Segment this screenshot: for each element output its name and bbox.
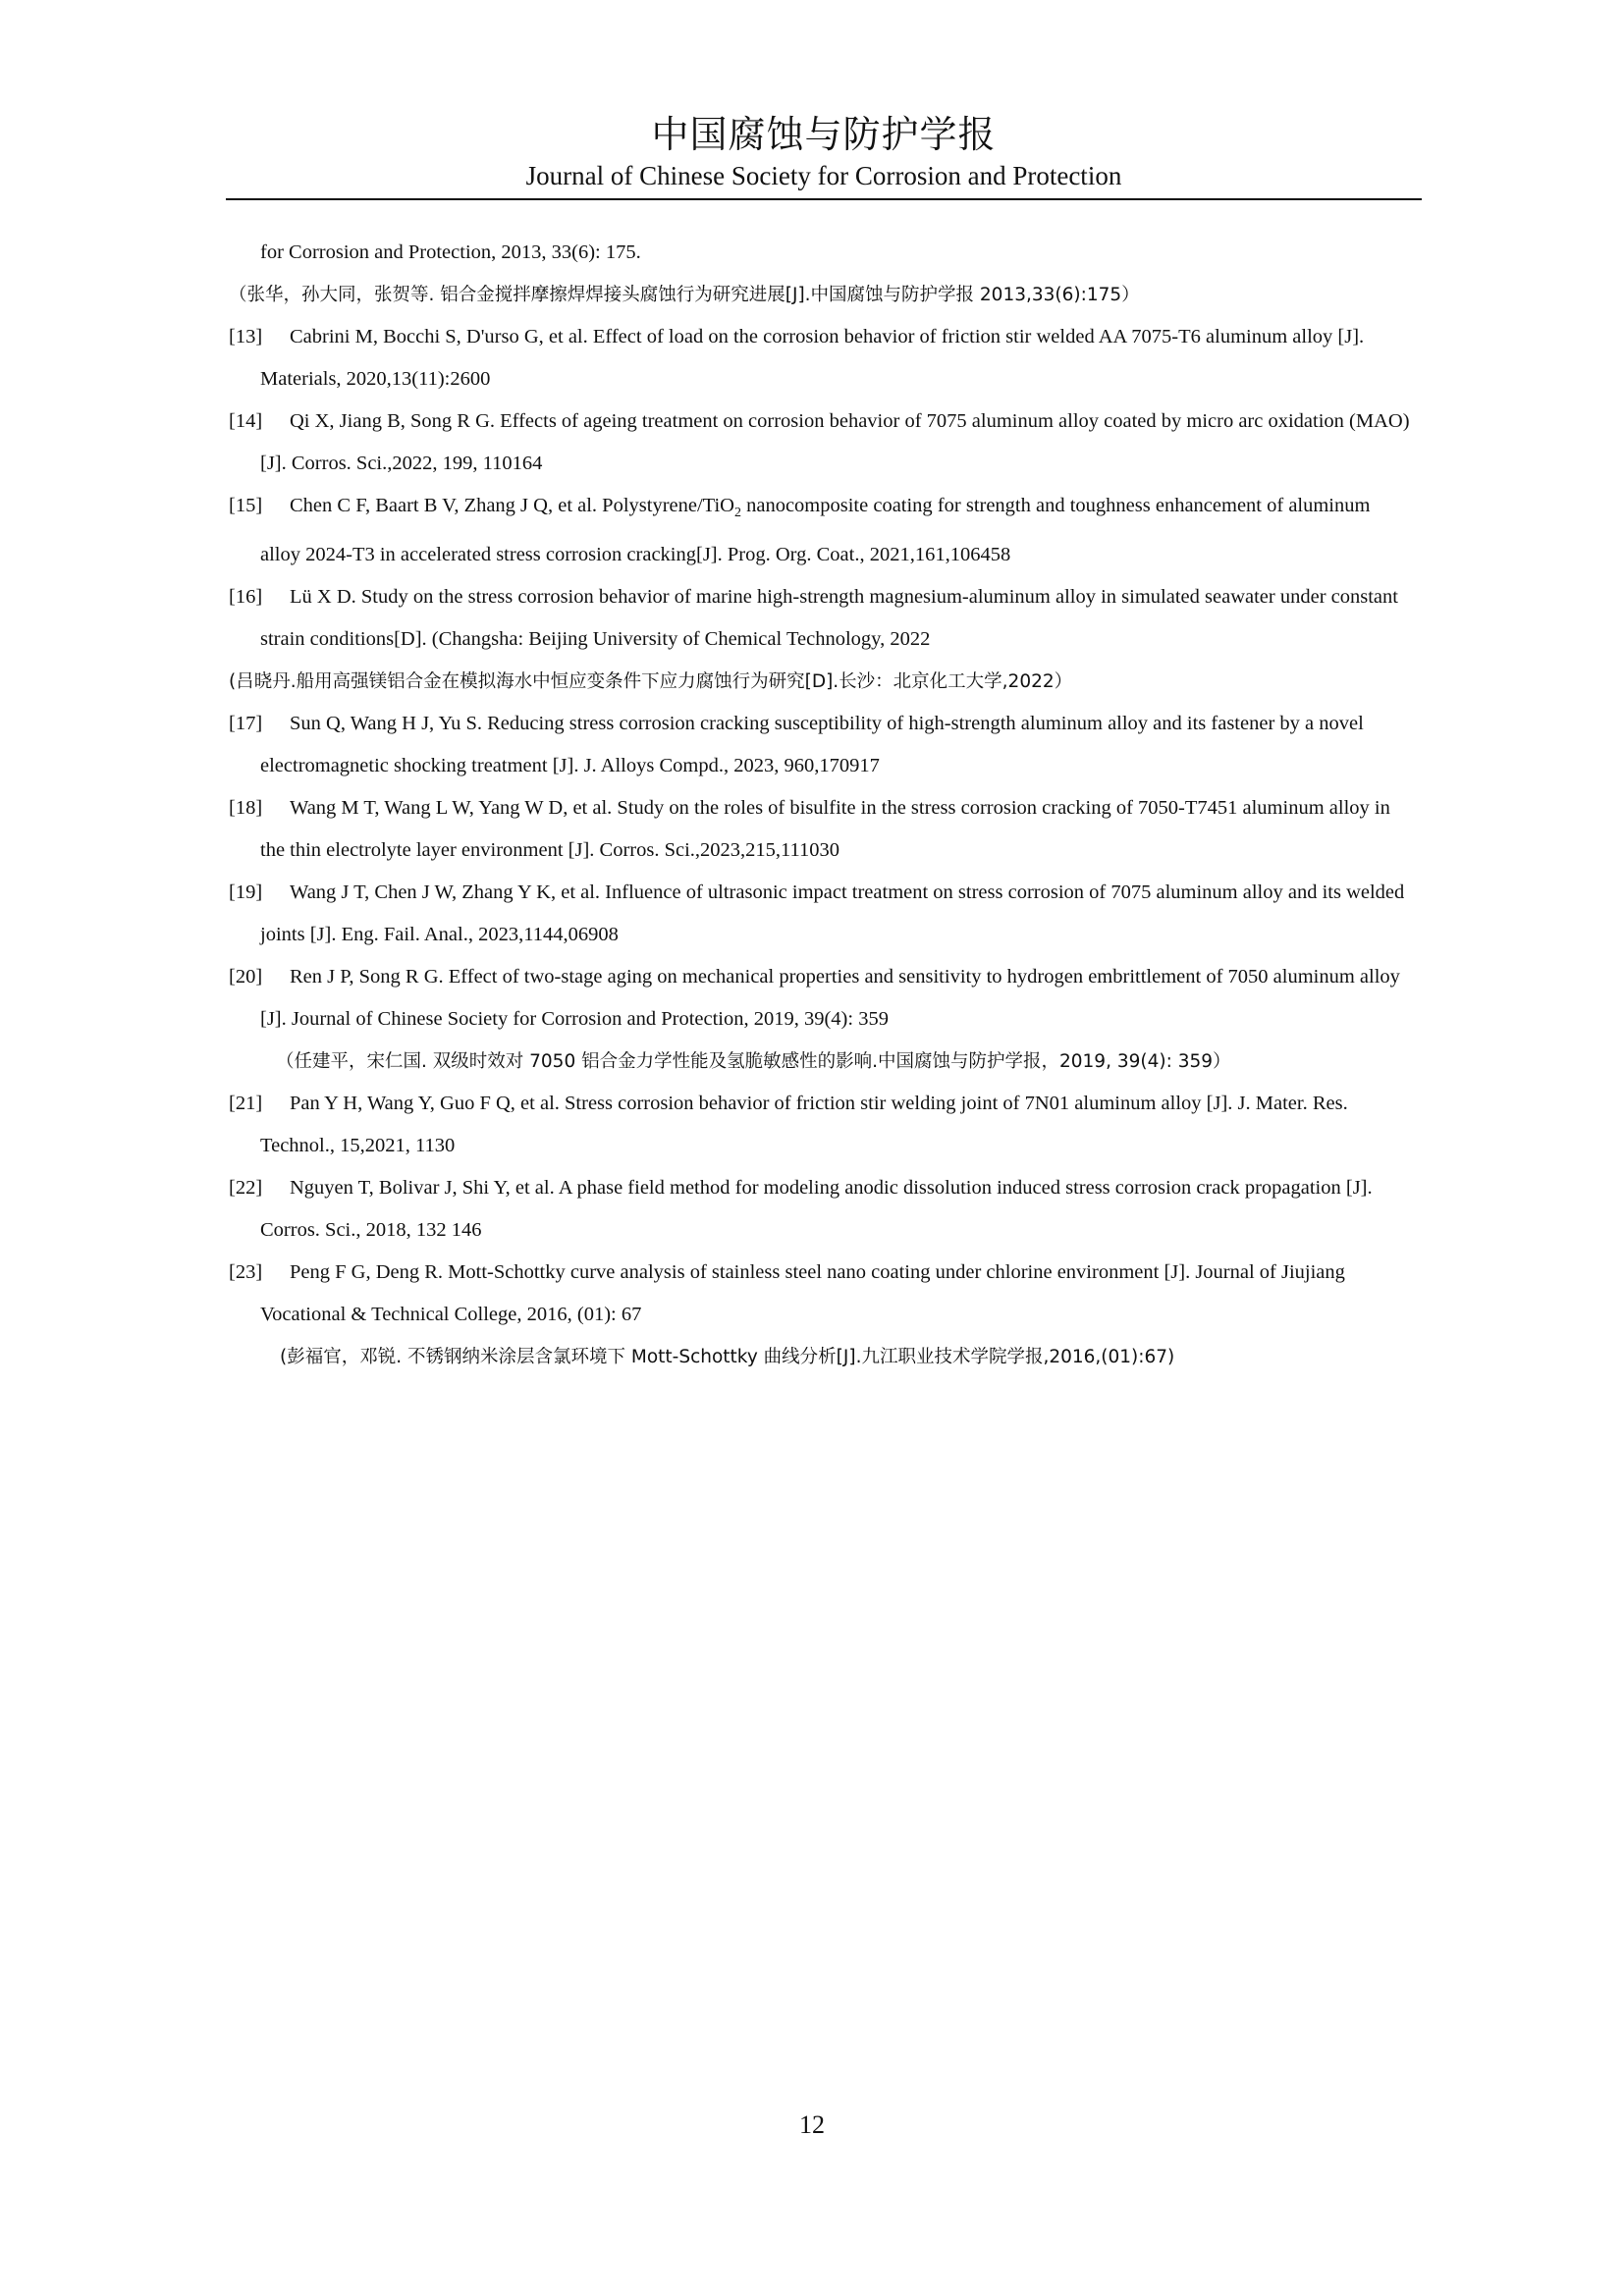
reference-text: Ren J P, Song R G. Effect of two-stage aging on mechanical properties and sensitivity to hydrogen embrittlement of 7050 aluminum alloy xyxy=(290,966,1400,988)
reference-text: Wang M T, Wang L W, Yang W D, et al. Study on the roles of bisulfite in the stress corrosion cracking of 7050-T7451 aluminum alloy in xyxy=(290,797,1390,820)
subscript: 2 xyxy=(733,506,741,521)
reference-12-chinese: （张华，孙大同，张贺等. 铝合金搅拌摩擦焊焊接头腐蚀行为研究进展[J].中国腐蚀与防护学报 2013,33(6):175） xyxy=(229,285,1140,305)
reference-text: Lü X D. Study on the stress corrosion behavior of marine high-strength magnesium-aluminum alloy in simulated seawater under constant xyxy=(290,586,1398,609)
reference-number: [23] xyxy=(229,1261,263,1284)
reference-item-20 xyxy=(229,956,1420,1041)
reference-item-22 xyxy=(229,1167,1420,1252)
reference-number: [17] xyxy=(229,713,263,735)
journal-title-chinese: 中国腐蚀与防护学报 xyxy=(651,113,997,156)
reference-number: [14] xyxy=(229,410,263,432)
reference-number: [15] xyxy=(229,495,263,516)
reference-text-cont: the thin electrolyte layer environment [J]. Corros. Sci.,2023,215,111030 xyxy=(260,839,840,862)
reference-text: Sun Q, Wang H J, Yu S. Reducing stress corrosion cracking susceptibility of high-strength aluminum alloy and its fastener by a novel xyxy=(290,713,1364,735)
journal-header xyxy=(226,110,1422,192)
reference-item-13 xyxy=(229,316,1420,400)
page-number: 12 xyxy=(799,2110,825,2139)
reference-item-19 xyxy=(229,872,1420,956)
reference-list xyxy=(229,232,1420,1378)
reference-text-cont: electromagnetic shocking treatment [J]. J. Alloys Compd., 2023, 960,170917 xyxy=(260,755,880,777)
reference-number: [20] xyxy=(229,966,263,988)
reference-number: [13] xyxy=(229,326,263,347)
reference-text: Pan Y H, Wang Y, Guo F Q, et al. Stress corrosion behavior of friction stir welding joint of 7N01 aluminum alloy [J]. J. Mater. Res. xyxy=(290,1093,1348,1115)
reference-text-cont: strain conditions[D]. (Changsha: Beijing University of Chemical Technology, 2022 xyxy=(260,628,931,651)
reference-text: Nguyen T, Bolivar J, Shi Y, et al. A phase field method for modeling anodic dissolution induced stress corrosion crack propagation [J]. xyxy=(290,1177,1373,1200)
reference-23-chinese: (彭福官，邓锐. 不锈钢纳米涂层含氯环境下 Mott-Schottky 曲线分析[J].九江职业技术学院学报,2016,(01):67) xyxy=(280,1347,1175,1368)
reference-text: Cabrini M, Bocchi S, D'urso G, et al. Effect of load on the corrosion behavior of friction stir welded AA 7075-T6 aluminum alloy [J]. xyxy=(290,326,1365,347)
reference-20-chinese: （任建平，宋仁国. 双级时效对 7050 铝合金力学性能及氢脆敏感性的影响.中国腐蚀与防护学报，2019, 39(4): 359） xyxy=(276,1051,1231,1073)
reference-text-cont: Technol., 15,2021, 1130 xyxy=(260,1135,456,1157)
reference-text-part: Chen C F, Baart B V, Zhang J Q, et al. Polystyrene/TiO xyxy=(290,495,734,516)
reference-text-cont: Materials, 2020,13(11):2600 xyxy=(260,368,491,390)
reference-text-cont: joints [J]. Eng. Fail. Anal., 2023,1144,06908 xyxy=(260,924,619,946)
reference-item-18 xyxy=(229,787,1420,872)
reference-text-cont: alloy 2024-T3 in accelerated stress corrosion cracking[J]. Prog. Org. Coat., 2021,161,106458 xyxy=(260,544,1011,566)
reference-number: [21] xyxy=(229,1093,263,1115)
reference-text xyxy=(260,485,1420,534)
reference-number: [22] xyxy=(229,1177,263,1200)
reference-text-cont: [J]. Corros. Sci.,2022, 199, 110164 xyxy=(260,453,543,474)
reference-text-part: nanocomposite coating for strength and toughness enhancement of aluminum xyxy=(740,495,1371,516)
reference-16-chinese: (吕晓丹.船用高强镁铝合金在模拟海水中恒应变条件下应力腐蚀行为研究[D].长沙：北京化工大学,2022） xyxy=(229,671,1073,693)
reference-text: Wang J T, Chen J W, Zhang Y K, et al. Influence of ultrasonic impact treatment on stress corrosion of 7075 aluminum alloy and its welded xyxy=(290,881,1405,904)
reference-number: [19] xyxy=(229,881,263,904)
reference-item-16 xyxy=(229,576,1420,661)
journal-title-english: Journal of Chinese Society for Corrosion and Protection xyxy=(525,161,1122,190)
reference-item-17 xyxy=(229,703,1420,787)
reference-item-21 xyxy=(229,1083,1420,1167)
reference-text-cont: Corros. Sci., 2018, 132 146 xyxy=(260,1219,482,1242)
reference-item-15 xyxy=(229,485,1420,576)
reference-12-continuation: for Corrosion and Protection, 2013, 33(6): 175. xyxy=(260,241,641,263)
reference-text: Qi X, Jiang B, Song R G. Effects of ageing treatment on corrosion behavior of 7075 aluminum alloy coated by micro arc oxidation (MAO) xyxy=(290,410,1410,432)
reference-number: [18] xyxy=(229,797,263,820)
reference-text-cont: Vocational & Technical College, 2016, (01): 67 xyxy=(260,1304,642,1326)
reference-item-14 xyxy=(229,400,1420,485)
reference-text: Peng F G, Deng R. Mott-Schottky curve analysis of stainless steel nano coating under chlorine environment [J]. Journal of Jiujiang xyxy=(290,1261,1345,1284)
reference-text-cont: [J]. Journal of Chinese Society for Corrosion and Protection, 2019, 39(4): 359 xyxy=(260,1008,889,1031)
reference-item-23 xyxy=(229,1252,1420,1336)
header-rule xyxy=(226,198,1422,200)
reference-number: [16] xyxy=(229,586,263,609)
